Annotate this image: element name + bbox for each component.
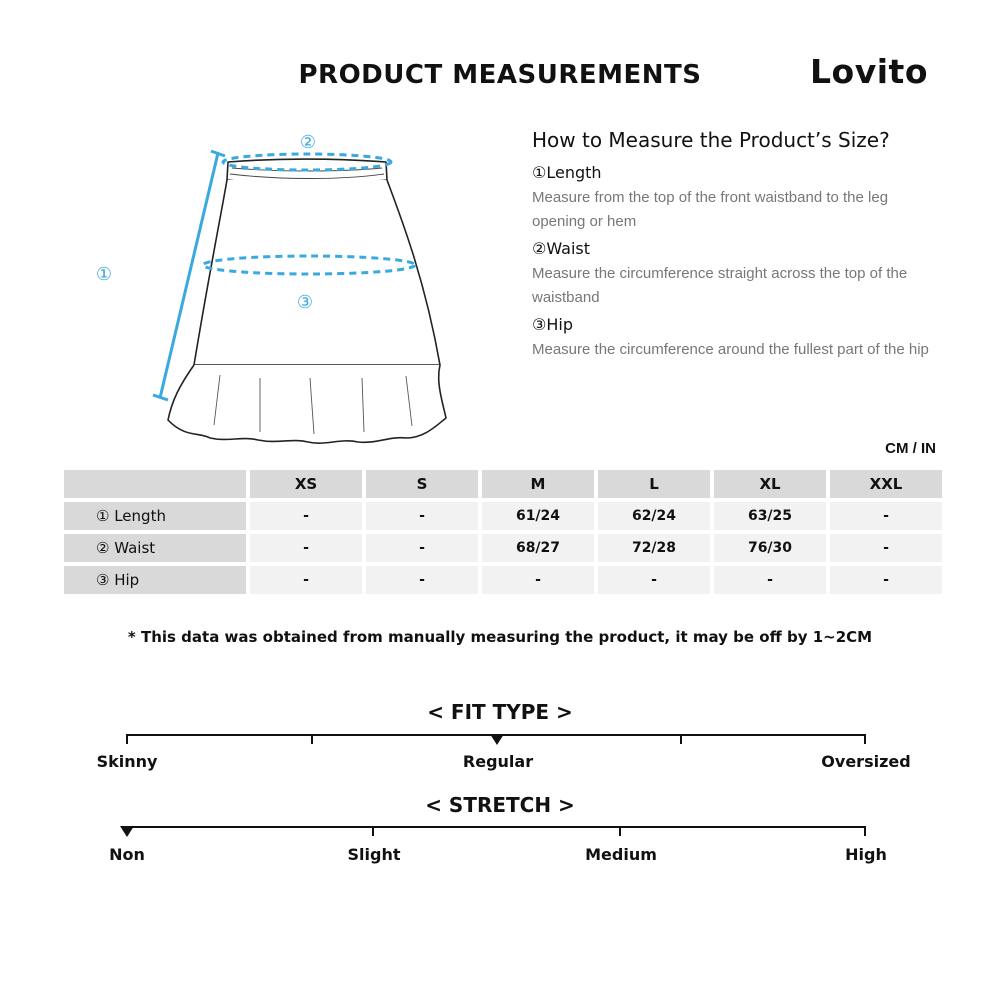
size-header: M	[482, 470, 594, 498]
table-cell: -	[830, 534, 942, 562]
table-cell: -	[598, 566, 710, 594]
row-label: ③ Hip	[64, 566, 246, 594]
units-label: CM / IN	[885, 440, 936, 457]
table-cell: -	[250, 566, 362, 594]
fit-type-tick	[680, 734, 682, 744]
how-to-heading: How to Measure the Product’s Size?	[532, 128, 890, 152]
table-cell: -	[830, 502, 942, 530]
table-cell: -	[250, 534, 362, 562]
size-header: XXL	[830, 470, 942, 498]
table-cell: -	[366, 502, 478, 530]
table-cell: 62/24	[598, 502, 710, 530]
stretch-label-slight: Slight	[347, 845, 401, 864]
stretch-title: < STRETCH >	[425, 793, 575, 817]
hip-marker: ③	[296, 292, 314, 313]
table-cell: 72/28	[598, 534, 710, 562]
stretch-label-high: High	[845, 845, 887, 864]
table-cell: 76/30	[714, 534, 826, 562]
fit-type-tick	[126, 734, 128, 744]
skirt-diagram	[80, 120, 480, 450]
waist-desc: Measure the circumference straight across the top of the waistband	[532, 265, 908, 306]
fit-label-skinny: Skinny	[96, 752, 158, 771]
skirt-illustration	[80, 120, 480, 450]
size-header: L	[598, 470, 710, 498]
table-cell: 61/24	[482, 502, 594, 530]
stretch-marker	[120, 826, 134, 837]
corner-cell	[64, 470, 246, 498]
hip-desc: Measure the circumference around the fullest part of the hip	[532, 341, 929, 358]
table-row	[64, 534, 942, 562]
waist-title: ②Waist	[532, 239, 590, 258]
table-cell: -	[366, 534, 478, 562]
fit-label-oversized: Oversized	[821, 752, 911, 771]
table-cell: -	[830, 566, 942, 594]
length-desc: Measure from the top of the front waistband to the leg opening or hem	[532, 189, 889, 230]
size-header: XL	[714, 470, 826, 498]
table-cell: -	[250, 502, 362, 530]
measurement-note: * This data was obtained from manually measuring the product, it may be off by 1~2CM	[127, 628, 873, 646]
stretch-scale	[127, 826, 866, 828]
row-label: ② Waist	[64, 534, 246, 562]
table-cell: 63/25	[714, 502, 826, 530]
stretch-tick	[372, 826, 374, 836]
how-to-measure	[532, 128, 932, 366]
size-header: S	[366, 470, 478, 498]
fit-type-marker	[490, 734, 504, 745]
table-cell: -	[714, 566, 826, 594]
size-header: XS	[250, 470, 362, 498]
row-label: ① Length	[64, 502, 246, 530]
table-row	[64, 566, 942, 594]
page-title: PRODUCT MEASUREMENTS	[298, 60, 702, 90]
stretch-label-medium: Medium	[585, 845, 657, 864]
length-marker: ①	[95, 264, 113, 285]
fit-type-tick	[311, 734, 313, 744]
fit-label-regular: Regular	[462, 752, 534, 771]
size-table	[60, 466, 946, 598]
stretch-tick	[619, 826, 621, 836]
size-header-row	[64, 470, 942, 498]
stretch-tick	[864, 826, 866, 836]
table-cell: -	[366, 566, 478, 594]
table-cell: 68/27	[482, 534, 594, 562]
table-row	[64, 502, 942, 530]
brand-logo: Lovito	[810, 52, 928, 91]
fit-type-tick	[864, 734, 866, 744]
length-title: ①Length	[532, 163, 602, 182]
fit-type-title: < FIT TYPE >	[427, 700, 573, 724]
waist-marker: ②	[299, 132, 317, 153]
stretch-label-non: Non	[109, 845, 145, 864]
hip-title: ③Hip	[532, 315, 573, 334]
table-cell: -	[482, 566, 594, 594]
